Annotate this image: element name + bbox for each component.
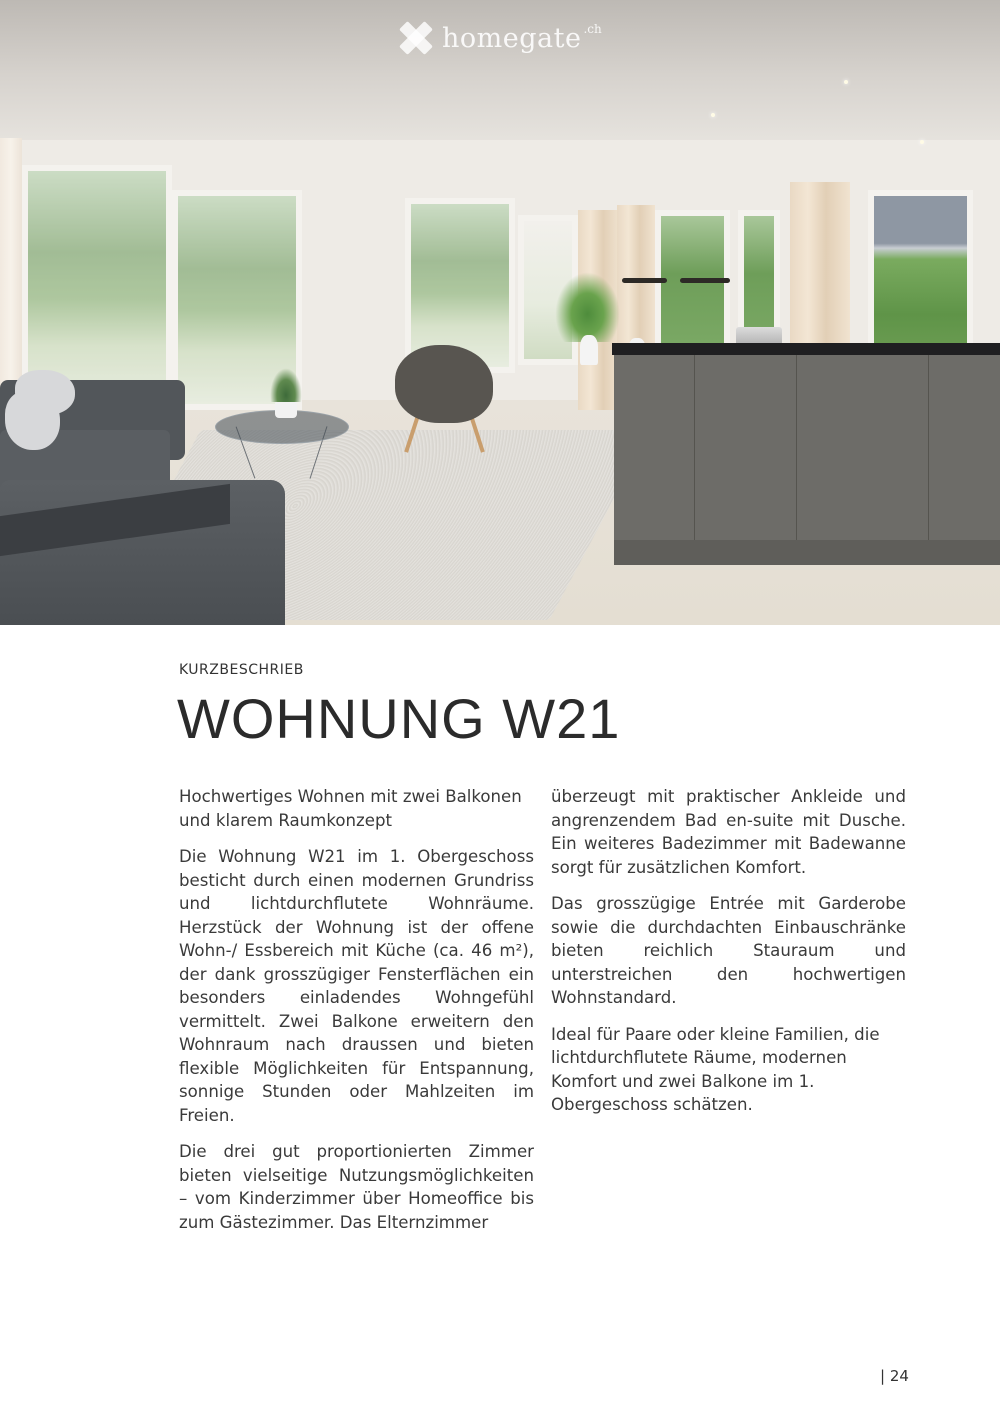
text-column-left: [179, 785, 534, 1247]
cabinet-door: [614, 355, 695, 550]
ceiling-spot: [920, 140, 924, 144]
cabinet-door: [796, 355, 929, 550]
plant-pot: [275, 400, 297, 418]
palm-plant: [555, 272, 620, 342]
curtain: [0, 138, 22, 408]
kitchen-island-countertop: [612, 343, 1000, 355]
text-column-right: [551, 785, 906, 1130]
paragraph: Die Wohnung W21 im 1. Obergeschoss besticht durch einen modernen Grundriss und lichtdurchflutete Wohnräume. Herzstück der Wohnung ist der offene Wohn-/ Essbereich mit Küche (ca. 46 m²), der dank grosszügiger Fensterflächen ein besonders einladendes Wohngefühl vermittelt. Zwei Balkone erweitern den Wohnraum nach draussen und bieten flexible Möglichkeiten für Entspannung, sonnige Stunden oder Mahlzeiten im Freien.: [179, 847, 534, 1125]
dining-chair: [580, 335, 598, 365]
ceiling-spot: [711, 113, 715, 117]
hero-photo: [0, 0, 1000, 625]
pendant-lamp: [622, 278, 667, 283]
logo-text: homegate: [442, 22, 582, 54]
window: [868, 190, 973, 360]
page-number: | 24: [880, 1367, 909, 1385]
cabinet-door: [694, 355, 797, 550]
page-title: WOHNUNG W21: [177, 687, 621, 750]
lounge-chair: [395, 345, 493, 423]
paragraph: Die drei gut proportionierten Zimmer bieten vielseitige Nutzungsmöglichkeiten – vom Kinderzimmer über Homeoffice bis zum Gästezimmer. Das Elternzimmer: [179, 1142, 534, 1232]
homegate-x-icon: [398, 20, 434, 56]
table-plant: [270, 368, 302, 402]
ceiling-spot: [844, 80, 848, 84]
paragraph: Das grosszügige Entrée mit Garderobe sowie die durchdachten Einbauschränke bieten reichlich Stauraum und unterstreichen den hochwertigen Wohnstandard.: [551, 894, 906, 1007]
paragraph: Ideal für Paare oder kleine Familien, die lichtdurchflutete Räume, modernen Komfort und zwei Balkone im 1. Obergeschoss schätzen.: [551, 1024, 880, 1114]
homegate-logo: [398, 20, 602, 56]
pillow: [5, 390, 60, 450]
island-plinth: [614, 540, 1000, 565]
paragraph: überzeugt mit praktischer Ankleide und angrenzendem Bad en-suite mit Dusche. Ein weiteres Badezimmer mit Badewanne sorgt für zusätzlichen Komfort.: [551, 787, 906, 877]
section-kicker: KURZBESCHRIEB: [179, 662, 304, 678]
logo-tld: .ch: [583, 22, 602, 36]
lead-paragraph: Hochwertiges Wohnen mit zwei Balkonen und klarem Raumkonzept: [179, 787, 522, 830]
pendant-lamp: [680, 278, 730, 283]
